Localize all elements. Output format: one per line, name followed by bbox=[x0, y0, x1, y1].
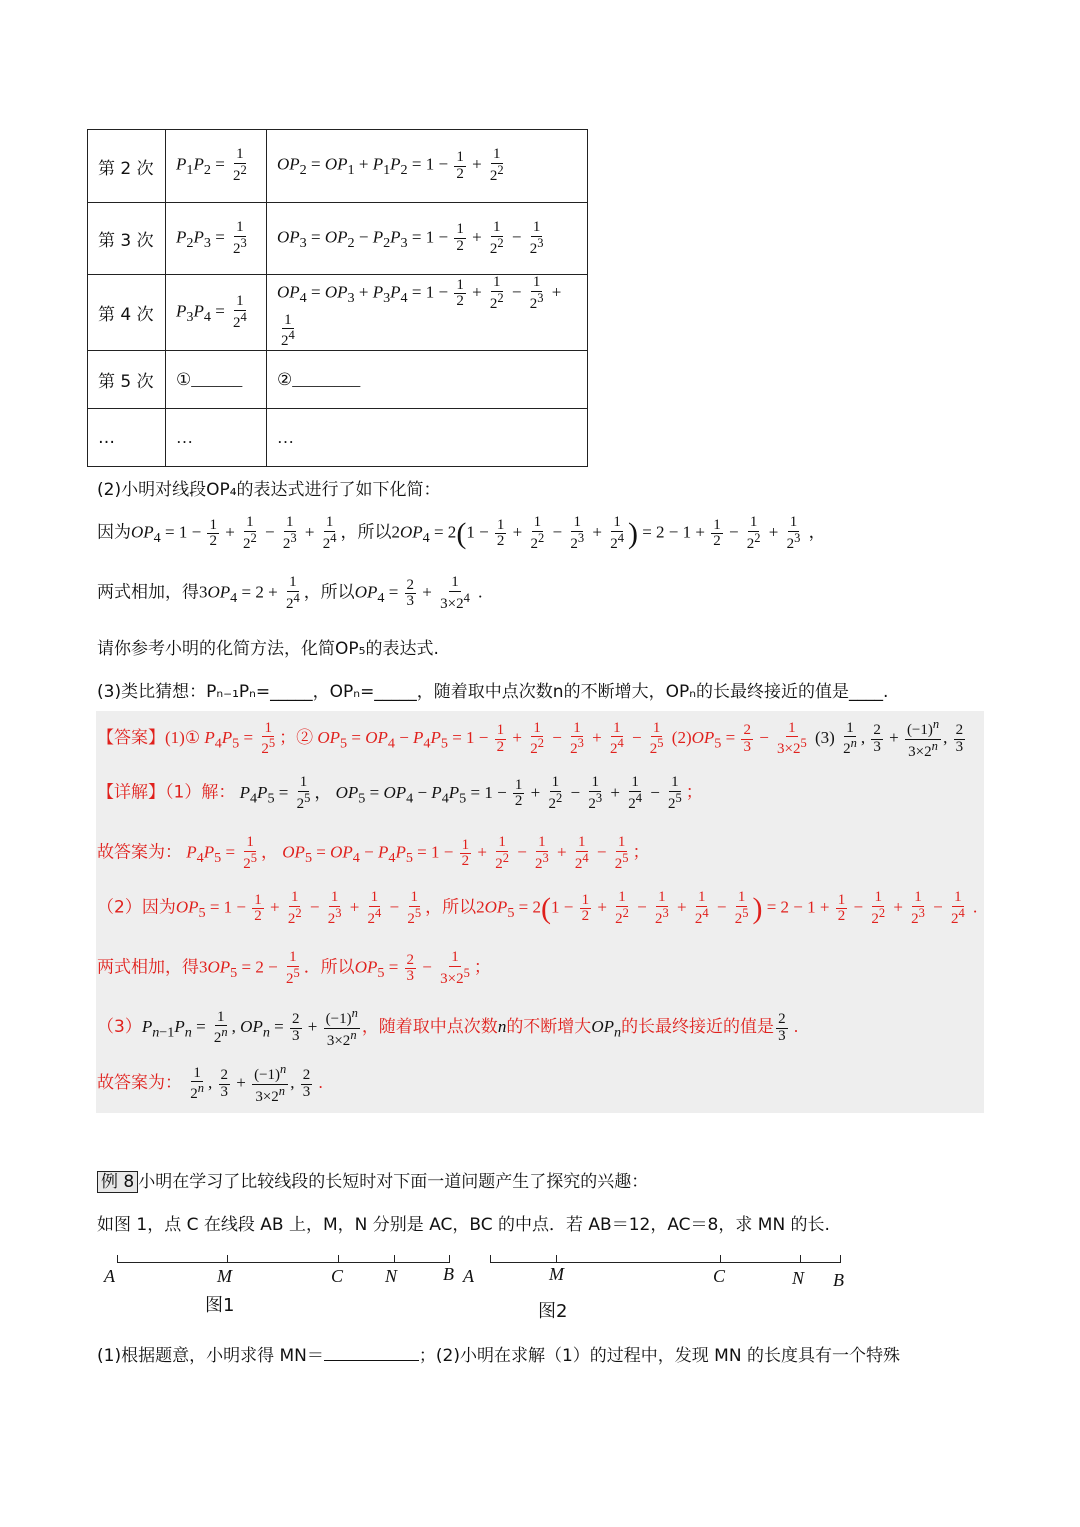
tick bbox=[720, 1255, 721, 1263]
point-label: C bbox=[713, 1266, 726, 1286]
detail-l6: 故答案为： bbox=[97, 1073, 182, 1094]
point-label: M bbox=[549, 1264, 564, 1284]
q2-line1: 因为$OP_4 = 1$ − $\frac{1}{2}$ + $\frac{1}{2^2}$ − $\frac{1}{2^3}$ + $\frac{1}{2^4}$ ，所以$2OP_4 = 2(1$ − $\frac{1}{2}$ + $\frac{1}{2^2}$ − $\frac{1}{2^3}$ + $\frac{1}{2^4}$ ) = 2 − 1 + $\frac{1}{2}$ − $\frac{1}{2^2}$ + $\frac{1}{2^3}$ ， bbox=[97, 514, 826, 552]
detail-l1: （1）解： bbox=[165, 782, 236, 803]
tick bbox=[556, 1255, 557, 1263]
example8-question bbox=[97, 1341, 900, 1366]
point-label: N bbox=[792, 1268, 805, 1288]
detail-line1: 【详解】（1）解： $P_4P_5$ = $\frac{1}{2^5}$ ， $OP_5 = OP_4 - P_4P_5 = 1$ − $\frac{1}{2}$ + $\frac{1}{2^2}$ − $\frac{1}{2^3}$ + $\frac{1}{2^4}$ − $\frac{1}{2^5}$ ； bbox=[97, 774, 703, 812]
detail-tag: 【详解】 bbox=[97, 782, 165, 803]
detail-l3b: ，所以 bbox=[425, 897, 477, 918]
example8-title-line bbox=[97, 1167, 648, 1192]
q2-so: ，所以 bbox=[340, 522, 392, 543]
answer-line: 【答案】(1)① $P_4P_5$ = $\frac{1}{2^5}$ ；② $OP_5 = OP_4 - P_4P_5 = 1$ − $\frac{1}{2}$ + $\frac{1}{2^2}$ − $\frac{1}{2^3}$ + $\frac{1}{2^4}$ − $\frac{1}{2^5}$ $(2)OP_5$ = $\frac{2}{3}$ − $\frac{1}{3\times 2^5}$ (3) $\frac{1}{2^n}$ , $\frac{2}{3}$ + $\frac{(-1)^n}{3\times 2^n}$ , $\frac{2}{3}$ bbox=[97, 717, 964, 760]
midpoint-table bbox=[87, 129, 588, 467]
row-label: 第 4 次 bbox=[88, 275, 166, 351]
row-segment: $P_2P_3$ = $\frac{1}{2^3}$ bbox=[166, 203, 267, 275]
answer-tag: 【答案】 bbox=[97, 728, 165, 749]
tick bbox=[490, 1255, 491, 1263]
detail-line2: 故答案为： $P_4P_5$ = $\frac{1}{2^5}$ ， $OP_5 = OP_4 - P_4P_5 = 1$ − $\frac{1}{2}$ + $\frac{1}{2^2}$ − $\frac{1}{2^3}$ + $\frac{1}{2^4}$ − $\frac{1}{2^5}$ ； bbox=[97, 834, 650, 872]
detail-line3: （2）因为$OP_5 = 1$ − $\frac{1}{2}$ + $\frac{1}{2^2}$ − $\frac{1}{2^3}$ + $\frac{1}{2^4}$ − $\frac{1}{2^5}$ ，所以$2OP_5 = 2(1$ − $\frac{1}{2}$ + $\frac{1}{2^2}$ − $\frac{1}{2^3}$ + $\frac{1}{2^4}$ − $\frac{1}{2^5}$ ) = 2 − 1 + $\frac{1}{2}$ − $\frac{1}{2^2}$ + $\frac{1}{2^3}$ − $\frac{1}{2^4}$ . bbox=[97, 889, 978, 927]
row-label: 第 5 次 bbox=[88, 351, 166, 409]
example8-title: 小明在学习了比较线段的长短时对下面一道问题产生了探究的兴趣： bbox=[138, 1172, 649, 1192]
point-label: B bbox=[443, 1264, 454, 1284]
table-row bbox=[88, 351, 588, 409]
q2-ask: 请你参考小明的化简方法，化简OP₅的表达式. bbox=[97, 639, 439, 659]
detail-line6: 故答案为： $\frac{1}{2^n}$ , $\frac{2}{3}$ + $\frac{(-1)^n}{3\times 2^n}$ , $\frac{2}{3}$ . bbox=[97, 1062, 323, 1105]
figure-2-caption: 图2 bbox=[538, 1301, 568, 1322]
detail-l5b: ，随着取中点次数 bbox=[361, 1017, 498, 1038]
row-segment: $P_1P_2$ = $\frac{1}{2^2}$ bbox=[166, 130, 267, 203]
row-label: … bbox=[88, 409, 166, 467]
answer-blank bbox=[324, 1344, 419, 1361]
tick bbox=[338, 1255, 339, 1263]
tick bbox=[394, 1255, 395, 1263]
tick bbox=[840, 1255, 841, 1263]
detail-l4a: 两式相加，得 bbox=[97, 957, 199, 978]
row-distance: $OP_3 = OP_2 - P_2P_3 = 1$ − $\frac{1}{2}$ + $\frac{1}{2^2}$ − $\frac{1}{2^3}$ bbox=[267, 203, 588, 275]
q2-because: 因为 bbox=[97, 522, 131, 543]
example8-problem: 如图 1，点 C 在线段 AB 上，M，N 分别是 AC，BC 的中点．若 AB＝12，AC＝8，求 MN 的长. bbox=[97, 1215, 830, 1235]
detail-line5: $(3)P_{n-1}P_n$ = $\frac{1}{2^n}$ , $OP_n$ = $\frac{2}{3}$ + $\frac{(-1)^n}{3\times 2^n}$ ，随着取中点次数n的不断增大$OP_n$的长最终接近的值是 $\frac{2}{3}$ . bbox=[97, 1006, 799, 1049]
row-label: 第 2 次 bbox=[88, 130, 166, 203]
tick bbox=[800, 1255, 801, 1263]
point-label: N bbox=[385, 1266, 398, 1286]
example8-q1b: ；(2)小明在求解（1）的过程中，发现 MN 的长度具有一个特殊 bbox=[418, 1346, 900, 1366]
table-row bbox=[88, 275, 588, 351]
table-row bbox=[88, 130, 588, 203]
segment-ab bbox=[490, 1262, 840, 1263]
point-label: C bbox=[331, 1266, 344, 1286]
row-segment: $P_3P_4$ = $\frac{1}{2^4}$ bbox=[166, 275, 267, 351]
q2-so2: ，所以 bbox=[303, 582, 355, 603]
tick bbox=[117, 1255, 118, 1263]
row-distance: ②________ bbox=[267, 351, 588, 409]
detail-l3a: （2）因为 bbox=[97, 897, 176, 918]
row-label: 第 3 次 bbox=[88, 203, 166, 275]
detail-l5a: （3） bbox=[97, 1017, 142, 1038]
tick bbox=[449, 1255, 450, 1263]
point-label: A bbox=[104, 1266, 115, 1286]
table-row bbox=[88, 409, 588, 467]
row-distance: … bbox=[267, 409, 588, 467]
q3-text: (3)类比猜想：Pₙ₋₁Pₙ=_____，OPₙ=_____，随着取中点次数n的不断增大，OPₙ的长最终接近的值是____. bbox=[97, 682, 889, 702]
example8-tag: 例 8 bbox=[97, 1171, 138, 1193]
segment-ab bbox=[117, 1262, 449, 1263]
row-segment: … bbox=[166, 409, 267, 467]
row-segment: ①______ bbox=[166, 351, 267, 409]
detail-l2: 故答案为： bbox=[97, 842, 182, 863]
point-label: B bbox=[833, 1270, 844, 1290]
detail-l5d: 的长最终接近的值是 bbox=[621, 1017, 775, 1038]
row-distance: $OP_4 = OP_3 + P_3P_4 = 1$ − $\frac{1}{2}$ + $\frac{1}{2^2}$ − $\frac{1}{2^3}$ + $\frac{1}{2^4}$ bbox=[267, 275, 588, 351]
example8-q1a: (1)根据题意，小明求得 MN＝ bbox=[97, 1346, 324, 1366]
detail-l5c: 的不断增大 bbox=[506, 1017, 592, 1038]
table-row bbox=[88, 203, 588, 275]
q2-line2: 两式相加，得$3OP_4 = 2$ + $\frac{1}{2^4}$ ，所以$OP_4$ = $\frac{2}{3}$ + $\frac{1}{3\times 2^4}$ . bbox=[97, 574, 483, 612]
tick bbox=[227, 1255, 228, 1263]
point-label: A bbox=[463, 1266, 474, 1286]
point-label: M bbox=[217, 1266, 232, 1286]
q2-combine: 两式相加，得 bbox=[97, 582, 199, 603]
row-distance: $OP_2 = OP_1 + P_1P_2 = 1$ − $\frac{1}{2}$ + $\frac{1}{2^2}$ bbox=[267, 130, 588, 203]
q2-intro: (2)小明对线段OP₄的表达式进行了如下化简： bbox=[97, 480, 441, 500]
detail-l4b: ．所以 bbox=[303, 957, 355, 978]
figure-1-caption: 图1 bbox=[205, 1295, 235, 1316]
detail-line4: 两式相加，得$3OP_5 = 2$ − $\frac{1}{2^5}$ ．所以$OP_5$ = $\frac{2}{3}$ − $\frac{1}{3\times 2^5}$ ； bbox=[97, 949, 491, 987]
